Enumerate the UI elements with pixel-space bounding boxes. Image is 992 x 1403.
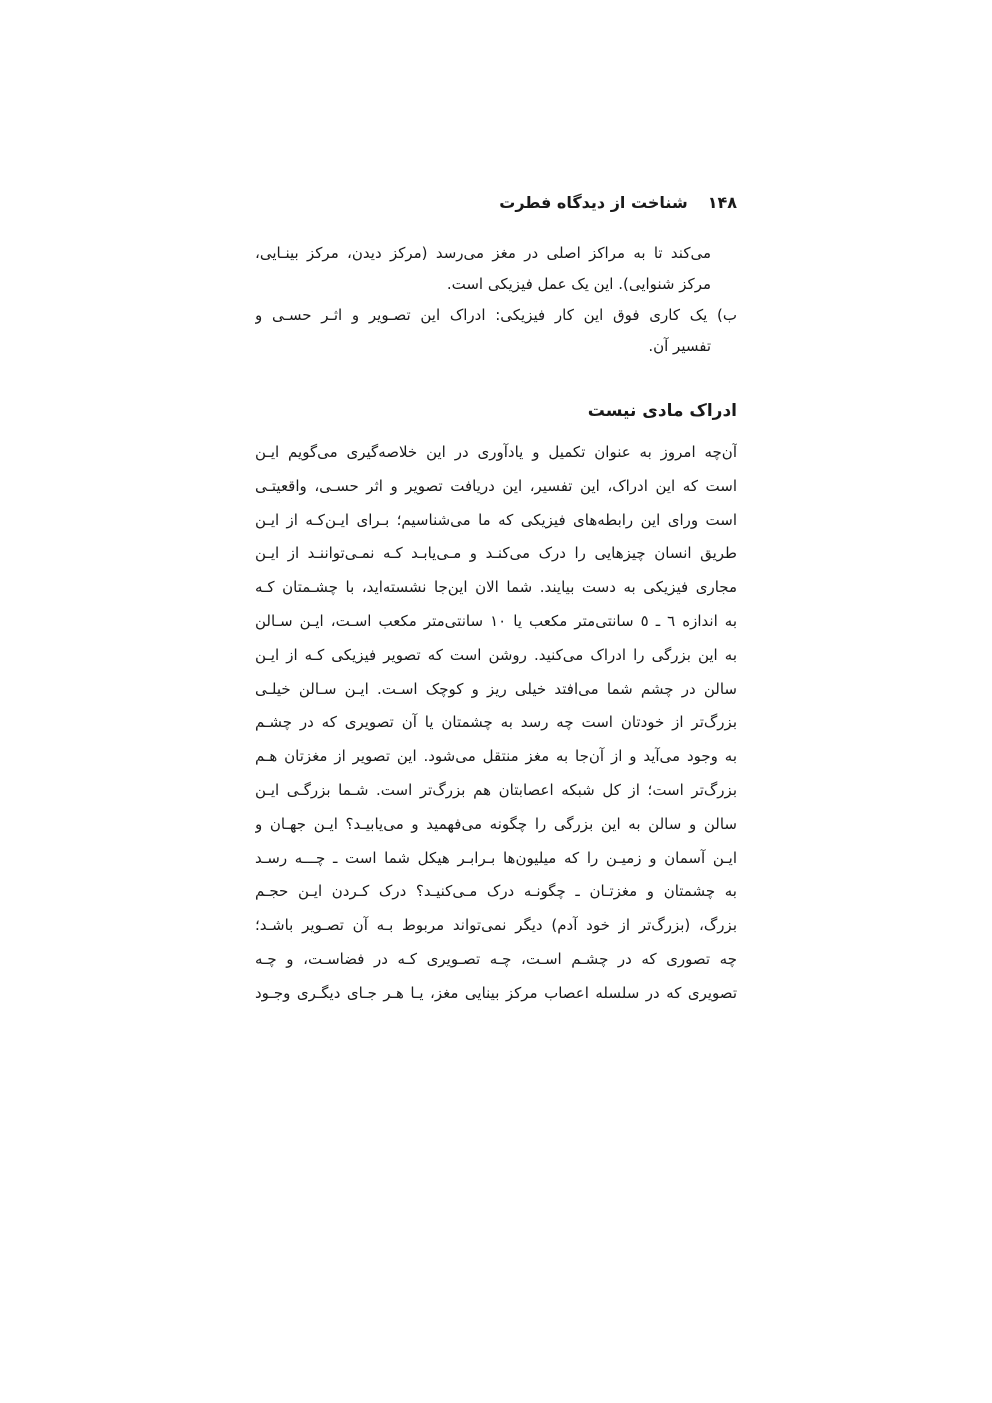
text-line: به چشمتان و مغزتـان ـ چگونـه درک مـی‌کنیـد؟ درک کـردن ایـن حجـم [255, 882, 737, 901]
text-line: تصویری که در سلسله اعصاب مرکز بینایی مغز، یـا هـر جـای دیگـری وجـود [255, 983, 737, 1002]
text-line: ب) یک کاری فوق این کار فیزیکی: ادراک این تصـویر و اثـر حسـی و [255, 306, 737, 324]
text-line: تفسیر آن. [648, 337, 711, 355]
running-header-title: شناخت از دیدگاه فطرت [499, 193, 688, 212]
text-line: مرکز شنوایی). این یک عمل فیزیکی است. [446, 275, 711, 293]
text-line: بزرگ‌تر از خودتان است چه رسد به چشمتان یا آن تصویری که در چشـم [255, 713, 737, 732]
text-line: است ورای این رابطه‌های فیزیکی که ما می‌شناسیم؛ بـرای ایـن‌کـه از ایـن [255, 510, 737, 529]
text-line: بزرگ‌تر است؛ از کل شبکه اعصابتان هم بزرگ‌تر است. شـما بزرگـی ایـن [255, 780, 737, 799]
body-paragraph [255, 436, 737, 1011]
text-line: مجاری فیزیکی به دست بیایند. شما الان این‌جا نشسته‌اید، با چشـمتان کـه [255, 578, 737, 597]
text-line: چه تصوری که در چشـم اسـت، چـه تصـویری کـه در فضاسـت، و چـه [255, 949, 737, 968]
text-line: سالن در چشم شما می‌افتد خیلی ریز و کوچک اسـت. ایـن سـالن خیلـی [255, 679, 737, 698]
text-line: است که این ادراک، این تفسیر، این دریافت تصویر و اثر حسـی، واقعیتـی [255, 476, 737, 495]
text-line: به وجود می‌آید و از آن‌جا به مغز منتقل می‌شود. این تصویر از مغزتان هـم [255, 747, 737, 766]
page-number: ۱۴۸ [707, 193, 737, 212]
text-line: به این بزرگی را ادراک می‌کنید. روشن است که تصویر فیزیکی کـه از ایـن [255, 645, 737, 664]
text-line: می‌کند تا به مراکز اصلی در مغز می‌رسد (مرکز دیدن، مرکز بینـایی، [255, 244, 711, 262]
text-line: ایـن آسمان و زمیـن را که میلیون‌ها بـرابـر هیکل شما است ـ چـــه رسـد [255, 848, 737, 867]
text-line: بزرگ، (بزرگ‌تر از خود آدم) دیگر نمی‌تواند مربوط بـه آن تصـویر باشـد؛ [255, 916, 737, 935]
text-line: سالن و سالن به این بزرگی را چگونه می‌فهمید و می‌یابیـد؟ ایـن جهـان و [255, 814, 737, 833]
intro-paragraph [255, 238, 737, 362]
text-line: به اندازه ٦ ـ ٥ سانتی‌متر مکعب یا ١٠ سانتی‌متر مکعب اسـت، ایـن سـالن [255, 611, 737, 630]
text-line: طریق انسان چیزهایی را درک می‌کنـد و مـی‌یابـد کـه نمـی‌تواننـد از ایـن [255, 544, 737, 563]
text-line: آن‌چه امروز به عنوان تکمیل و یادآوری در این خلاصه‌گیری می‌گویم ایـن [255, 443, 737, 461]
running-header [255, 188, 737, 218]
section-heading: ادراک مادی نیست [587, 401, 737, 421]
